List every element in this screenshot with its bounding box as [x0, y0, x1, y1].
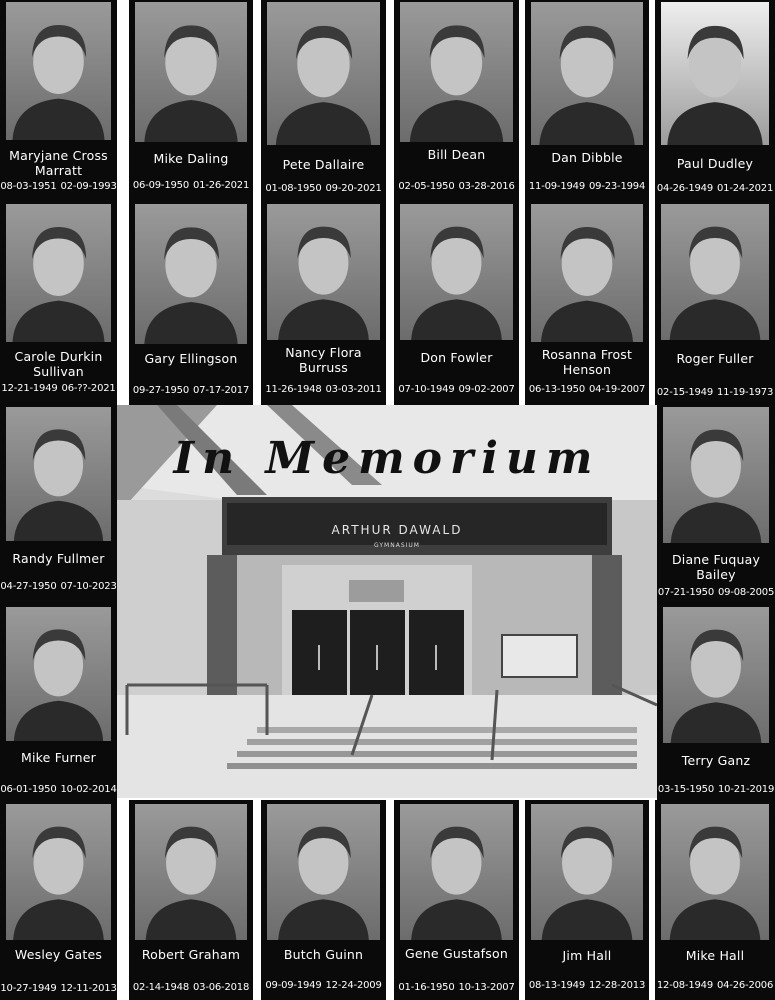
portrait-silhouette	[531, 804, 643, 940]
portrait-photo	[6, 607, 111, 741]
memorial-tile	[0, 200, 117, 405]
memorial-tile	[261, 200, 386, 405]
death-date: 10-02-2014	[60, 784, 117, 795]
death-date: 02-09-1993	[60, 181, 117, 192]
death-date: 12-11-2013	[60, 983, 117, 994]
person-name: Robert Graham	[141, 947, 241, 962]
portrait-silhouette	[135, 804, 247, 940]
memorial-tile	[655, 0, 775, 200]
portrait-silhouette	[6, 407, 111, 541]
birth-date: 07-21-1950	[657, 587, 714, 598]
person-name: Butch Guinn	[283, 947, 364, 962]
person-name: Maryjane Cross Marratt	[9, 148, 108, 178]
death-date: 07-17-2017	[193, 385, 250, 396]
person-name: Don Fowler	[420, 350, 493, 365]
portrait-photo	[400, 804, 513, 940]
person-name: Randy Fullmer	[12, 551, 105, 566]
portrait-silhouette	[663, 407, 769, 543]
person-name: Nancy Flora Burruss	[285, 345, 362, 375]
portrait-silhouette	[6, 204, 111, 342]
memorial-tile	[394, 800, 519, 1000]
gymnasium-photo	[117, 405, 657, 798]
life-dates	[655, 980, 775, 991]
memorial-tile	[0, 405, 117, 605]
life-dates	[129, 180, 253, 191]
person-name: Bill Dean	[427, 147, 486, 162]
birth-date: 04-26-1949	[656, 183, 713, 194]
portrait-photo	[6, 804, 111, 940]
death-date: 01-26-2021	[193, 180, 250, 191]
birth-date: 09-27-1950	[132, 385, 189, 396]
death-date: 01-24-2021	[717, 183, 774, 194]
portrait-photo	[267, 204, 380, 340]
portrait-silhouette	[6, 2, 111, 140]
person-name: Terry Ganz	[681, 753, 751, 768]
person-name: Gene Gustafson	[405, 946, 508, 961]
life-dates	[525, 181, 649, 192]
birth-date: 02-05-1950	[398, 181, 455, 192]
life-dates	[261, 183, 386, 194]
birth-date: 06-09-1950	[132, 180, 189, 191]
person-name: Mike Furner	[20, 750, 96, 765]
memorial-tile	[261, 0, 386, 200]
memorial-tile	[525, 200, 649, 405]
portrait-silhouette	[661, 204, 769, 340]
death-date: 03-28-2016	[458, 181, 515, 192]
person-name: Carole Durkin Sullivan	[14, 349, 103, 379]
person-name: Pete Dallaire	[282, 157, 365, 172]
life-dates	[394, 384, 519, 395]
portrait-silhouette	[267, 804, 380, 940]
life-dates	[525, 980, 649, 991]
portrait-silhouette	[135, 2, 247, 142]
life-dates	[0, 983, 117, 994]
person-name: Wesley Gates	[14, 947, 103, 962]
birth-date: 02-15-1949	[656, 387, 713, 398]
birth-date: 08-03-1951	[0, 181, 57, 192]
life-dates	[0, 581, 117, 592]
death-date: 03-06-2018	[193, 982, 250, 993]
death-date: 12-28-2013	[589, 980, 646, 991]
portrait-photo	[6, 2, 111, 140]
death-date: 04-19-2007	[589, 384, 646, 395]
person-name: Rosanna Frost Henson	[541, 347, 633, 377]
memorial-tile	[655, 800, 775, 1000]
person-name: Diane Fuquay Bailey	[671, 552, 761, 582]
life-dates	[657, 587, 775, 598]
portrait-silhouette	[400, 2, 513, 142]
memorial-tile	[0, 605, 117, 800]
portrait-silhouette	[661, 804, 769, 940]
portrait-silhouette	[267, 204, 380, 340]
life-dates	[0, 383, 117, 394]
portrait-photo	[663, 407, 769, 543]
portrait-photo	[135, 804, 247, 940]
memorial-tile	[657, 605, 775, 800]
portrait-photo	[267, 2, 380, 145]
death-date: 10-21-2019	[718, 784, 775, 795]
memorial-tile	[129, 200, 253, 405]
life-dates	[129, 385, 253, 396]
death-date: 03-03-2011	[325, 384, 382, 395]
birth-date: 12-21-1949	[1, 383, 58, 394]
birth-date: 06-01-1950	[0, 784, 57, 795]
portrait-photo	[531, 2, 643, 145]
birth-date: 11-26-1948	[265, 384, 322, 395]
memorial-tile	[0, 0, 117, 200]
birth-date: 10-27-1949	[0, 983, 57, 994]
portrait-silhouette	[663, 607, 769, 743]
memorial-tile	[129, 800, 253, 1000]
portrait-silhouette	[661, 2, 769, 145]
portrait-photo	[661, 204, 769, 340]
life-dates	[261, 980, 386, 991]
memorial-tile	[394, 0, 519, 200]
birth-date: 12-08-1949	[656, 980, 713, 991]
portrait-silhouette	[400, 204, 513, 340]
birth-date: 09-09-1949	[265, 980, 322, 991]
memorial-tile	[525, 0, 649, 200]
death-date: 11-19-1973	[717, 387, 774, 398]
birth-date: 01-16-1950	[398, 982, 455, 993]
person-name: Mike Hall	[685, 948, 745, 963]
person-name: Jim Hall	[562, 948, 612, 963]
life-dates	[0, 784, 117, 795]
birth-date: 01-08-1950	[265, 183, 322, 194]
death-date: 09-23-1994	[589, 181, 646, 192]
portrait-photo	[400, 204, 513, 340]
building-subsign: GYMNASIUM	[374, 542, 420, 549]
death-date: 06-??-2021	[61, 383, 116, 394]
portrait-silhouette	[531, 204, 643, 342]
death-date: 04-26-2006	[717, 980, 774, 991]
memorial-tile	[525, 800, 649, 1000]
portrait-silhouette	[6, 607, 111, 741]
birth-date: 04-27-1950	[0, 581, 57, 592]
life-dates	[129, 982, 253, 993]
memorial-tile	[0, 800, 117, 1000]
portrait-photo	[531, 804, 643, 940]
life-dates	[261, 384, 386, 395]
memorial-tile	[261, 800, 386, 1000]
portrait-photo	[661, 804, 769, 940]
portrait-photo	[6, 407, 111, 541]
portrait-silhouette	[6, 804, 111, 940]
birth-date: 07-10-1949	[398, 384, 455, 395]
portrait-silhouette	[400, 804, 513, 940]
memorial-tile	[657, 405, 775, 605]
birth-date: 11-09-1949	[528, 181, 585, 192]
life-dates	[525, 384, 649, 395]
person-name: Gary Ellingson	[144, 351, 238, 366]
person-name: Paul Dudley	[676, 156, 754, 171]
birth-date: 02-14-1948	[132, 982, 189, 993]
portrait-photo	[400, 2, 513, 142]
death-date: 07-10-2023	[60, 581, 117, 592]
portrait-photo	[663, 607, 769, 743]
death-date: 09-20-2021	[325, 183, 382, 194]
portrait-photo	[267, 804, 380, 940]
portrait-silhouette	[267, 2, 380, 145]
life-dates	[655, 183, 775, 194]
portrait-photo	[531, 204, 643, 342]
memorial-tile	[394, 200, 519, 405]
death-date: 09-02-2007	[458, 384, 515, 395]
life-dates	[655, 387, 775, 398]
memorial-title: In Memorium	[173, 433, 601, 484]
death-date: 09-08-2005	[718, 587, 775, 598]
portrait-silhouette	[135, 204, 247, 344]
birth-date: 08-13-1949	[528, 980, 585, 991]
death-date: 12-24-2009	[325, 980, 382, 991]
portrait-photo	[135, 204, 247, 344]
portrait-silhouette	[531, 2, 643, 145]
person-name: Roger Fuller	[676, 351, 754, 366]
memorial-tile	[655, 200, 775, 405]
building-sign: ARTHUR DAWALD	[331, 523, 463, 537]
life-dates	[657, 784, 775, 795]
portrait-photo	[135, 2, 247, 142]
person-name: Mike Daling	[153, 151, 229, 166]
birth-date: 03-15-1950	[657, 784, 714, 795]
portrait-photo	[6, 204, 111, 342]
portrait-photo	[661, 2, 769, 145]
person-name: Dan Dibble	[551, 150, 623, 165]
life-dates	[394, 982, 519, 993]
birth-date: 06-13-1950	[528, 384, 585, 395]
death-date: 10-13-2007	[458, 982, 515, 993]
memorial-tile	[129, 0, 253, 200]
life-dates	[0, 181, 117, 192]
life-dates	[394, 181, 519, 192]
